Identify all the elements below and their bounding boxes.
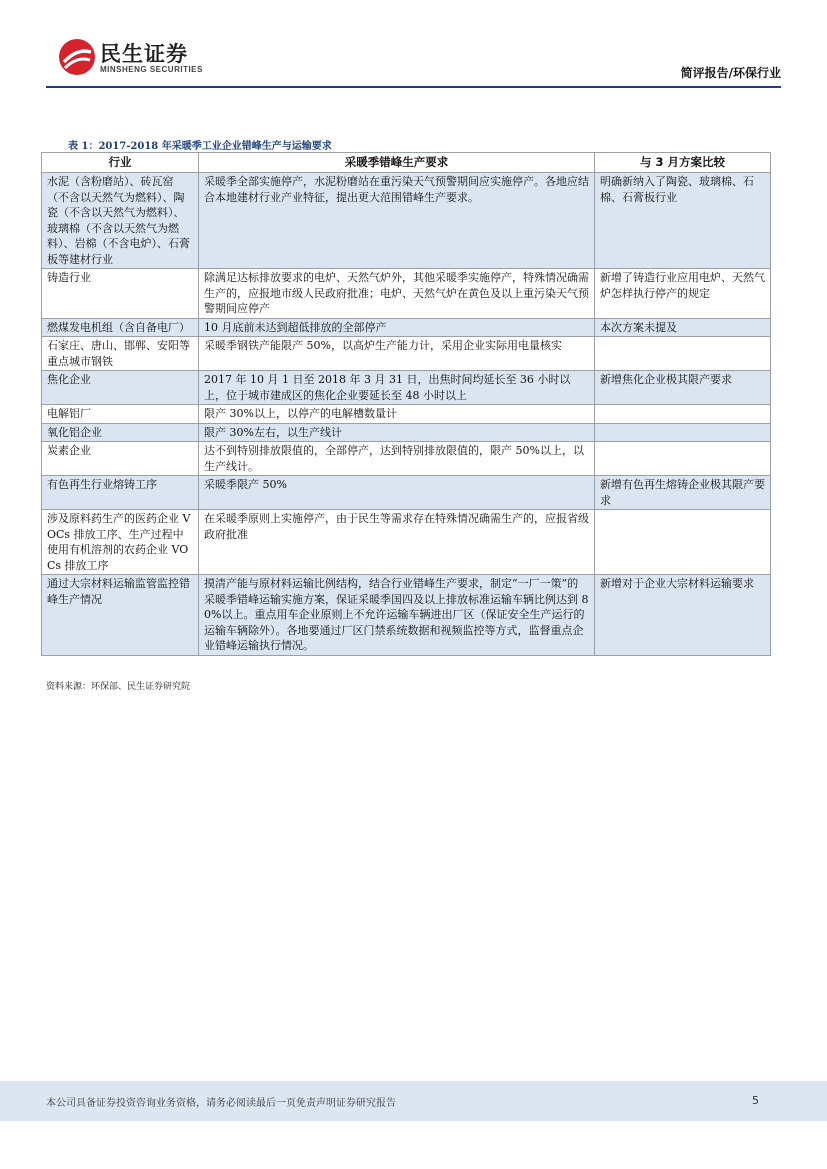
- logo-english-name: MINSHENG SECURITIES: [100, 65, 203, 74]
- table-row: [42, 173, 771, 269]
- table-row: [42, 318, 771, 337]
- table-row: [42, 337, 771, 371]
- header-divider: [46, 86, 781, 88]
- table-row: [42, 442, 771, 476]
- cell-industry: 燃煤发电机组（含自备电厂）: [42, 318, 199, 337]
- table-row: [42, 371, 771, 405]
- page-number: 5: [752, 1094, 759, 1107]
- cell-requirement: 限产 30%以上，以停产的电解槽数量计: [199, 405, 595, 424]
- table-row: [42, 405, 771, 424]
- cell-comparison: [595, 337, 771, 371]
- minsheng-logo-icon: [58, 38, 96, 76]
- cell-industry: 通过大宗材料运输监管监控错峰生产情况: [42, 575, 199, 656]
- cell-industry: 石家庄、唐山、邯郸、安阳等重点城市钢铁: [42, 337, 199, 371]
- cell-industry: 炭素企业: [42, 442, 199, 476]
- cell-comparison: [595, 423, 771, 442]
- logo-chinese-name: 民生证券: [100, 42, 188, 66]
- cell-requirement: 采暖季钢铁产能限产 50%，以高炉生产能力计，采用企业实际用电量核实: [199, 337, 595, 371]
- report-type-label: 简评报告/环保行业: [680, 66, 781, 80]
- cell-comparison: 新增焦化企业极其限产要求: [595, 371, 771, 405]
- cell-requirement: 达不到特别排放限值的，全部停产，达到特别排放限值的，限产 50%以上，以生产线计。: [199, 442, 595, 476]
- cell-industry: 水泥（含粉磨站）、砖瓦窑（不含以天然气为燃料）、陶瓷（不含以天然气为燃料）、玻璃棉（不含以天然气为燃料）、岩棉（不含电炉）、石膏板等建材行业: [42, 173, 199, 269]
- table-row: [42, 423, 771, 442]
- table-body: [42, 173, 771, 656]
- column-header-comparison: 与 3 月方案比较: [595, 153, 771, 173]
- cell-requirement: 10 月底前未达到超低排放的全部停产: [199, 318, 595, 337]
- cell-industry: 焦化企业: [42, 371, 199, 405]
- cell-comparison: [595, 442, 771, 476]
- cell-requirement: 采暖季限产 50%: [199, 476, 595, 510]
- cell-industry: 有色再生行业熔铸工序: [42, 476, 199, 510]
- cell-requirement: 在采暖季原则上实施停产，由于民生等需求存在特殊情况确需生产的，应报省级政府批准: [199, 510, 595, 575]
- column-header-industry: 行业: [42, 153, 199, 173]
- cell-comparison: [595, 510, 771, 575]
- cell-requirement: 2017 年 10 月 1 日至 2018 年 3 月 31 日，出焦时间均延长至 36 小时以上，位于城市建成区的焦化企业要延长至 48 小时以上: [199, 371, 595, 405]
- column-header-requirement: 采暖季错峰生产要求: [199, 153, 595, 173]
- cell-comparison: 明确新纳入了陶瓷、玻璃棉、石棉、石膏板行业: [595, 173, 771, 269]
- company-logo: [58, 38, 218, 78]
- cell-requirement: 限产 30%左右，以生产线计: [199, 423, 595, 442]
- footer-disclaimer: 本公司具备证券投资咨询业务资格，请务必阅读最后一页免责声明证券研究报告: [46, 1098, 396, 1109]
- regulation-table: [41, 152, 771, 656]
- cell-comparison: 新增有色再生熔铸企业极其限产要求: [595, 476, 771, 510]
- footer-bar: [0, 1081, 827, 1121]
- cell-comparison: [595, 405, 771, 424]
- cell-requirement: 摸清产能与原材料运输比例结构，结合行业错峰生产要求，制定“一厂一策”的采暖季错峰运输实施方案，保证采暖季国四及以上排放标准运输车辆比例达到 80%以上。重点用车企业原则上不允许运输车辆进出厂区（保证安全生产运行的运输车辆除外）。各地要通过厂区门禁系统数据和视频监控等方式，监督重点企业错峰运输执行情况。: [199, 575, 595, 656]
- table-row: [42, 510, 771, 575]
- table-row: [42, 476, 771, 510]
- cell-industry: 涉及原料药生产的医药企业 VOCs 排放工序、生产过程中使用有机溶剂的农药企业 VOCs 排放工序: [42, 510, 199, 575]
- cell-industry: 电解铝厂: [42, 405, 199, 424]
- table-header-row: [42, 153, 771, 173]
- table-row: [42, 575, 771, 656]
- cell-requirement: 采暖季全部实施停产，水泥粉磨站在重污染天气预警期间应实施停产。各地应结合本地建材行业产业特征，提出更大范围错峰生产要求。: [199, 173, 595, 269]
- cell-industry: 氧化铝企业: [42, 423, 199, 442]
- cell-comparison: 新增了铸造行业应用电炉、天然气炉怎样执行停产的规定: [595, 269, 771, 319]
- cell-requirement: 除满足达标排放要求的电炉、天然气炉外，其他采暖季实施停产，特殊情况确需生产的，应报地市级人民政府批准；电炉、天然气炉在黄色及以上重污染天气预警期间应停产: [199, 269, 595, 319]
- cell-comparison: 本次方案未提及: [595, 318, 771, 337]
- cell-comparison: 新增对于企业大宗材料运输要求: [595, 575, 771, 656]
- cell-industry: 铸造行业: [42, 269, 199, 319]
- table-title: 表 1：2017-2018 年采暖季工业企业错峰生产与运输要求: [68, 141, 332, 152]
- source-note: 资料来源：环保部、民生证券研究院: [46, 682, 191, 692]
- table-row: [42, 269, 771, 319]
